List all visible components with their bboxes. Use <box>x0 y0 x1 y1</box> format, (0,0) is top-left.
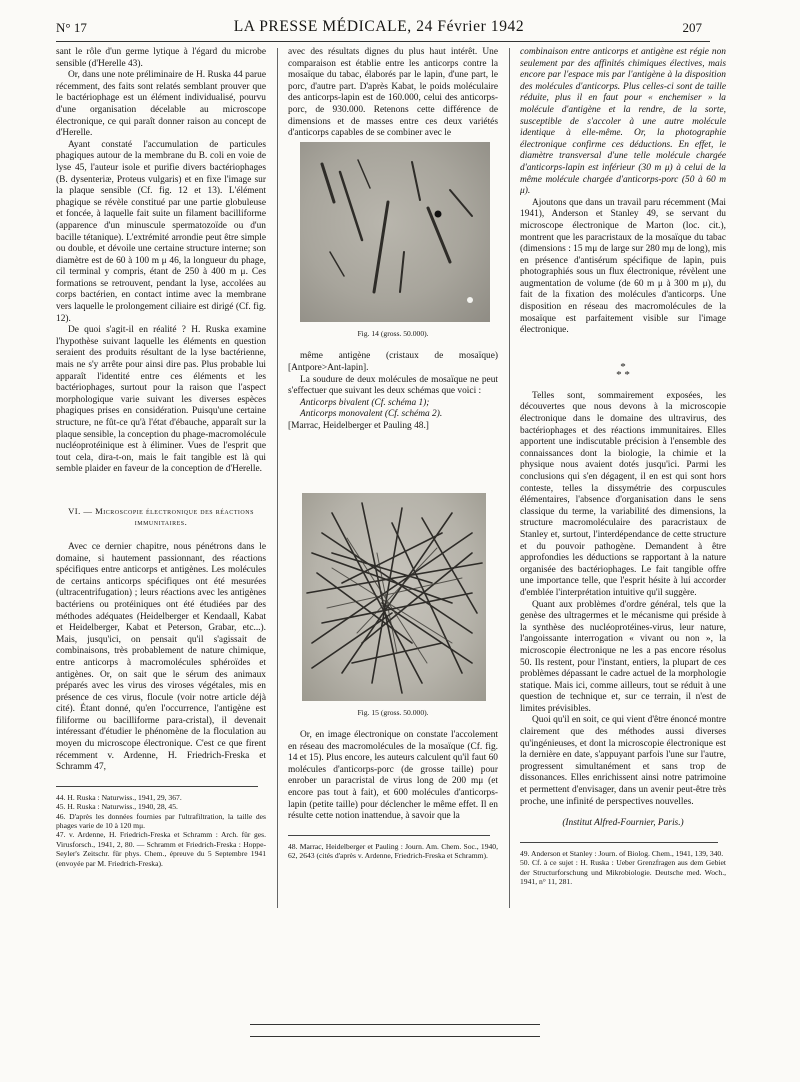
signature: (Institut Alfred-Fournier, Paris.) <box>562 818 684 829</box>
journal-name: LA PRESSE MÉDICALE, <box>233 18 412 35</box>
page-header <box>56 20 702 40</box>
column-3 <box>520 47 726 886</box>
paragraph: La soudure de deux molécules de mosaïque ne peut s'effectuer que suivant les deux schémas que voici : <box>288 374 498 397</box>
header-rule <box>56 41 710 42</box>
paragraph: Telles sont, sommairement exposées, les découvertes que nous devons à la microscopie électronique dans le domaine des ultravirus, des bactériophages et des réactions immunitaires. Elles apportent une indiscutable précision à l'ensemble des connaissances dont la biologie, la chimie et la physique nous avaient dotés jusqu'ici. Parmi les conclusions qui s'en dégagent, il en est qui sont hors conteste, telles la dissymétrie des corpuscules élémentaires, l'absence d'organisation dans le sens classique du terme, la variabilité des dimensions, la structure macromoléculaire des paracristaux de Stanley et, surtout, l'interdépendance de cette structure et du pouvoir pathogène. Demandent à être approfondies les déductions se rapportant à la nature organisée des bactériophages. Le fait tangible offre une importance telle, que l'esprit hésite à lui accorder d'emblée l'interprétation intuitive qu'il suggère. <box>520 390 726 598</box>
column-1 <box>56 47 266 868</box>
footnote: 50. Cf. à ce sujet : H. Ruska : Ueber Grenzfragen aus dem Gebiet der Structurforschung und Mikrobiologie. Deutsche med. Woch., 1941, n° 11, 281. <box>520 858 726 887</box>
paragraph: Or, dans une note préliminaire de H. Ruska 44 parue récemment, des faits sont relatés semblant prouver que le bactériophage est un élément individualisé, pourvu d'une organisation décelable au microscope électronique, ce qui paraît donner raison au concept de d'Herelle. <box>56 70 266 139</box>
footnote: 48. Marrac, Heidelberger et Pauling : Journ. Am. Chem. Soc., 1940, 62, 2643 (cités d'après v. Ardenne, Friedrich-Freska et Schramm). <box>288 841 498 861</box>
paragraph: Ayant constaté l'accumulation de particules phagiques autour de la membrane du B. coli en voie de lyse 45, l'auteur isole et purifie divers bactériophages (B. dysenteriæ, Proteus vulgaris) et en fixe l'image sur la plaque sensible (Cf. fig. 12 et 13). L'élément phagique se révèle constitué par une partie globuleuse et foncée, à laquelle fait suite un filament bacilliforme (apparence d'un minuscule spermatozoïde ou d'un bacille tétanique). L'extrémité arrondie peut être simple ou double, et dévoile une certaine structure interne; son diamètre est de 60 à 100 m μ 46, la longueur du phage, cil terminal y compris, étant de 250 à 400 m μ. Ces formations se retrouvent, pendant la lyse, accolées au corps bactérien, en contact intime avec la membrane vers laquelle le prolongement ciliaire est dirigé (Cf. fig. 12). <box>56 139 266 324</box>
paragraph: Quoi qu'il en soit, ce qui vient d'être énoncé montre clairement que des méthodes aussi diverses qu'ingénieuses, et dont la microscopie électronique est la dernière en date, s'appuyant parfois l'une sur l'autre, progressent simultanément et sans trop de dissonances. Elles enrichissent ainsi notre patrimoine et permettent d'envisager, dans un avenir peut-être très proche, une infinité de perspectives nouvelles. <box>520 715 726 807</box>
bottom-rule <box>250 1024 540 1025</box>
paragraph: sant le rôle d'un germe lytique à l'égard du microbe sensible (d'Herelle 43). <box>56 47 266 69</box>
paragraph: même antigène (cristaux de mosaïque) [Antpore>Ant-lapin]. <box>288 351 498 373</box>
column-divider <box>277 48 278 908</box>
footnote-rule <box>288 835 490 836</box>
paragraph: Avec ce dernier chapitre, nous pénétrons dans le domaine, si hautement passionnant, des réactions spécifiques entre anticorps et antigènes. Les molécules de certains anticorps spécifiques ont été mesurées (ultracentrifugation) ; leurs réactions avec les antigènes bactériens ou protéiniques ont été étudiées par des méthodes adéquates (Heidelberger et Kendaall, Kabat et Heidelberger, Kabat et Peterson, Grabar, etc...). Mais, jusqu'ici, on pensait qu'il s'agissait de combinaisons, très probablement de nature chimique, entre anticorps à macromolécules sphéroïdes et antigènes. Or, on sait que le sérum des animaux préparés avec les virus des viroses végétales, mis en présence de ces virus, flocule (voir notre article déjà cité). Étant donné, qu'en l'occurrence, l'antigène est filiforme ou bacilliforme para-cristal), il devenait intéressant d'étudier le phénomène de la floculation au moyen du microscope électronique. C'est ce que firent récemment v. Ardenne, H. Friedrich-Freska et Schramm 47, <box>56 541 266 773</box>
figure-15-micrograph <box>302 493 486 701</box>
page-number: 207 <box>682 20 702 35</box>
column-divider <box>509 48 510 908</box>
paragraph: De quoi s'agit-il en réalité ? H. Ruska examine l'hypothèse suivant laquelle les éléments en question seraient des produits résultant de la lyse bactérienne, mais ne s'y arrête pour ainsi dire pas. Plus probable lui apparaît l'identité entre ces éléments et les bactériophages, surtout pour la raison que l'aspect morphologique varie suivant les diverses espèces phagiques prises en considération. Puisqu'une certaine structure, ne fût-ce qu'à l'état d'ébauche, apparaît sur la plaque sensible, la conception du phage-macromolécule nucléoprotéinique est à éliminer. Vues de l'esprit que tout cela, dira-t-on, mais le fait tangible est là qui semble plaider en faveur de la conception de d'Herelle. <box>56 325 266 475</box>
issue-number: N° 17 <box>56 20 87 35</box>
footnote-rule <box>520 842 718 843</box>
journal-title <box>56 18 702 36</box>
figure-caption: Fig. 14 (gross. 50.000). <box>357 328 429 338</box>
paragraph: combinaison entre anticorps et antigène est régie non seulement par des affinités chimiques électives, mais encore par l'espace mis par l'antigène à la disposition des molécules d'anticorps. Plus celles-ci sont de taille réduite, plus il en faut pour « enchemiser » la molécule d'antigène et la rendre, de la sorte, susceptible de s'accoler à une autre molécule identique à elle-même. Or, la photographie électronique confirme ces déductions. En effet, le diamètre transversal d'une telle molécule chargée d'anticorps-lapin est inférieur (30 m μ) à celui de la même molécule chargée d'anticorps-porc (50 à 60 m μ). <box>520 47 726 197</box>
footnote-rule <box>56 786 258 787</box>
bottom-rule <box>250 1036 540 1037</box>
section-heading: VI. — Microscopie électronique des réactions immunitaires. <box>68 505 254 527</box>
paragraph: Or, en image électronique on constate l'accolement en réseau des macromolécules de la mosaïque (Cf. fig. 14 et 15). Plus encore, les auteurs calculent qu'il faut 60 molécules d'anticorps-porc (de grosse taille) pour enrober un paracristal de virus long de 200 mμ (et encore pas tout à fait), et 600 molécules d'anticorps-lapin (petite taille) pour déclencher le même effet. Il en résulte cette notion inattendue, à savoir que la <box>288 730 498 822</box>
issue-date: 24 Février 1942 <box>416 18 525 35</box>
figure-caption: Fig. 15 (gross. 50.000). <box>357 707 429 717</box>
paragraph: Quant aux problèmes d'ordre général, tels que la genèse des ultragermes et le mécanisme qui préside à la synthèse des nucléoprotéines-virus, leur nature, l'angoissante interrogation « vivant ou non », la microscopie électronique ne les a pas encore résolus 50. Ils restent, pour l'instant, entiers, la plupart de ces problèmes dépassant le cadre actuel de la morphologie statique. Mais ici, comme ailleurs, tout se réduit à une question de technique et, sur ce terrain, il n'est de limites prévisibles. <box>520 599 726 714</box>
scheme-line: Anticorps bivalent (Cf. schéma 1); <box>300 397 430 408</box>
footnote: 47. v. Ardenne, H. Friedrich-Freska et Schramm : Arch. für ges. Virusforsch., 1941, 2, 80. — Schramm et Friedrich-Freska : Hoppe-Seyler's Zeitschr. für phys. Chem., épreuve du 5 Septembre 1941 (envoyée par M. Friedrich-Freska). <box>56 830 266 868</box>
section-separator-stars <box>520 360 726 381</box>
scheme-line: Anticorps monovalent (Cf. schéma 2). <box>300 409 443 420</box>
footnote: 46. D'après les données fournies par l'ultrafiltration, la taille des phages varie de 10 à 120 mμ. <box>56 811 266 831</box>
footnote: 49. Anderson et Stanley : Journ. of Biolog. Chem., 1941, 139, 340. <box>520 848 724 858</box>
column-2 <box>288 47 498 861</box>
footnote: 44. H. Ruska : Naturwiss., 1941, 29, 367. <box>56 792 182 802</box>
figure-14-micrograph <box>300 142 490 322</box>
stars-text: * * * <box>616 360 630 381</box>
footnote: 45. H. Ruska : Naturwiss., 1940, 28, 45. <box>56 802 178 812</box>
paragraph: avec des résultats dignes du plus haut intérêt. Une comparaison est établie entre les anticorps contre la mosaïque du tabac, élaborés par le lapin, d'une part, le porc, d'autre part. D'après Kabat, le poids moléculaire des anticorps-lapin est de 160.000, celui des anticorps-porc, de 930.000. Retenons cette différence de dimensions et de masses entre ces deux variétés d'anticorps capables de se combiner avec le <box>288 47 498 139</box>
paragraph: Ajoutons que dans un travail paru récemment (Mai 1941), Anderson et Stanley 49, se servant du microscope électronique de Marton (loc. cit.), montrent que les paracristaux de la mosaïque du tabac (dimensions : 15 mμ de large sur 280 mμ de long), mis en présence d'antisérum spécifique de lapin, puis photographiés sous un flux électronique, révèlent une augmentation de volume (de 60 m μ à 300 m μ), du fait de la fixation des molécules d'anticorps. Une disposition en réseau des macromolécules de la mosaïque est parfaitement visible sur l'image électronique. <box>520 197 726 336</box>
scheme-reference: [Marrac, Heidelberger et Pauling 48.] <box>288 420 429 431</box>
